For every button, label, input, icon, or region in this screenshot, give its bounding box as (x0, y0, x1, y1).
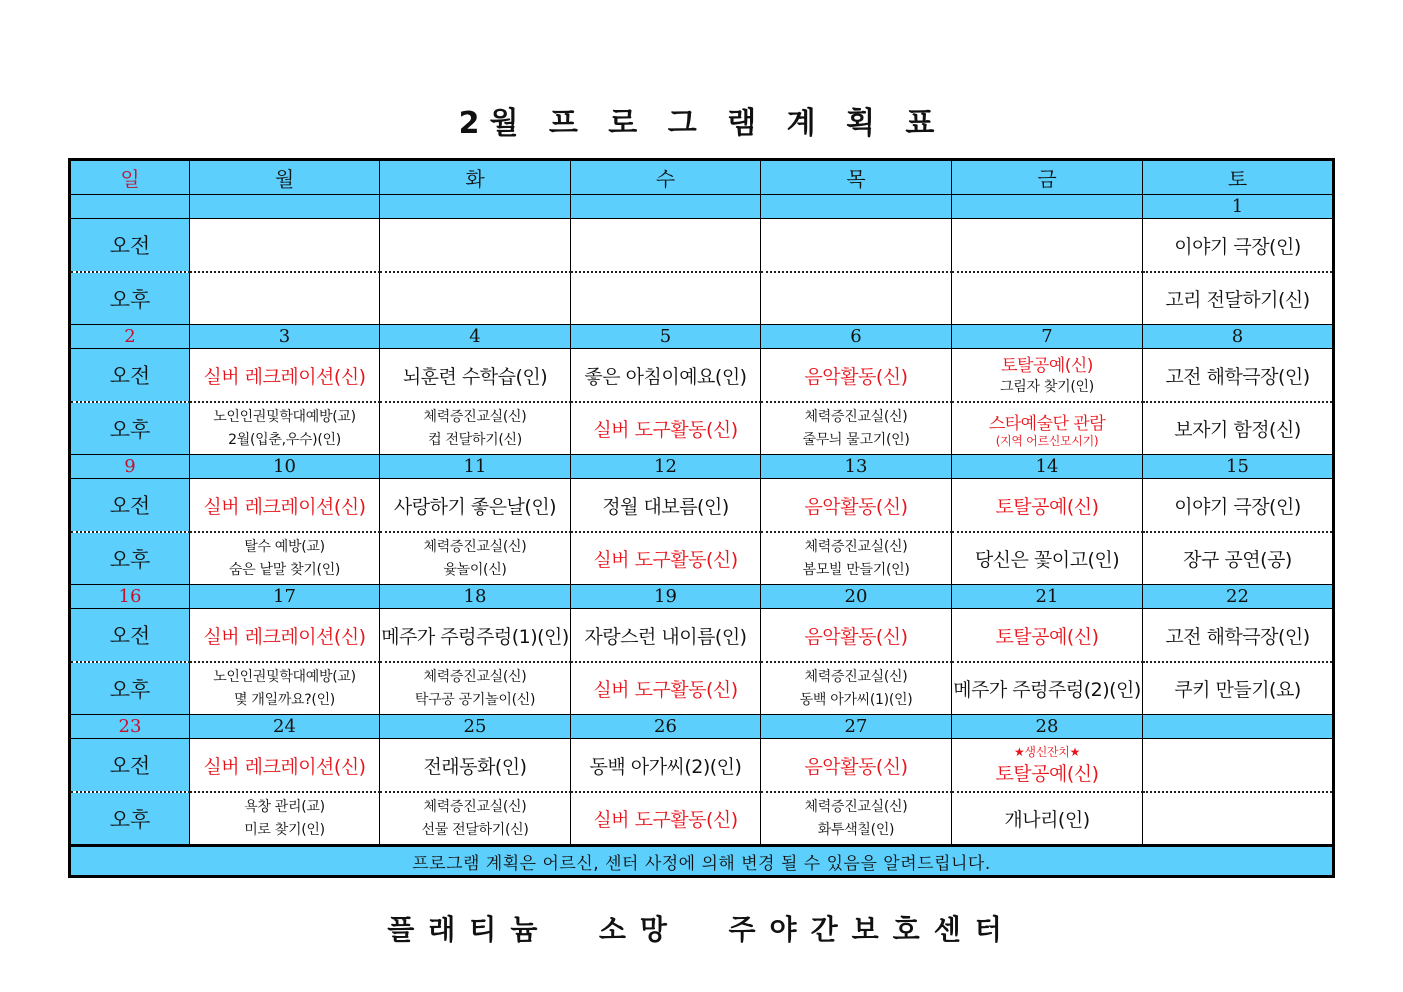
date-cell-tue: 4 (380, 325, 571, 349)
date-cell-mon (190, 195, 380, 219)
afternoon-label: 오후 (70, 402, 190, 455)
afternoon-row (70, 662, 1334, 715)
program-item: 고전 해학극장(인) (1165, 365, 1310, 388)
program-item: 이야기 극장(인) (1174, 495, 1301, 518)
program-cell-wed (571, 349, 761, 403)
organization-name: 플래티늄 소망 주야간보호센터 (387, 913, 1016, 946)
program-item: 정월 대보름(인) (602, 495, 729, 518)
program-item: 윷놀이(신) (443, 561, 507, 578)
program-item: 체력증진교실(신) (804, 798, 908, 815)
program-item: 체력증진교실(신) (804, 408, 908, 425)
program-item: 줄무늬 물고기(인) (802, 431, 910, 448)
program-item: 전래동화(인) (423, 755, 527, 778)
program-cell-fri (952, 532, 1143, 585)
program-cell-thu (761, 609, 952, 663)
program-cell-sat (1143, 349, 1334, 403)
program-item: 고전 해학극장(인) (1165, 625, 1310, 648)
program-cell-fri (952, 219, 1143, 273)
weekday-wed: 수 (571, 160, 761, 195)
program-item: 뇌훈련 수학습(인) (402, 365, 548, 388)
program-cell-fri (952, 272, 1143, 325)
date-cell-fri: 7 (952, 325, 1143, 349)
program-item: 몇 개일까요?(인) (234, 691, 335, 708)
program-cell-wed (571, 609, 761, 663)
date-cell-sat: 8 (1143, 325, 1334, 349)
program-item: 실버 레크레이션(신) (203, 365, 366, 388)
program-item: 실버 도구활동(신) (593, 549, 738, 571)
program-item: 토탈공예(신) (1001, 356, 1093, 376)
program-item: 실버 레크레이션(신) (203, 625, 366, 648)
program-item: 음악활동(신) (804, 755, 908, 778)
date-cell-sat: 22 (1143, 585, 1334, 609)
program-cell-thu (761, 792, 952, 846)
program-item: 체력증진교실(신) (423, 668, 527, 685)
program-item: 컵 전달하기(신) (428, 431, 522, 448)
program-cell-tue (380, 402, 571, 455)
page-title: 2월 프 로 그 램 계 획 표 (458, 106, 945, 141)
weekday-thu: 목 (761, 160, 952, 195)
program-cell-mon (190, 479, 380, 533)
program-item: 체력증진교실(신) (423, 798, 527, 815)
date-cell-fri: 21 (952, 585, 1143, 609)
program-cell-fri (952, 792, 1143, 846)
program-cell-wed (571, 792, 761, 846)
program-item: 스타예술단 관람 (988, 414, 1106, 434)
program-item: 이야기 극장(인) (1174, 235, 1301, 258)
program-cell-fri (952, 479, 1143, 533)
date-cell-mon: 3 (190, 325, 380, 349)
program-item: 실버 레크레이션(신) (203, 495, 366, 518)
afternoon-row (70, 272, 1334, 325)
date-cell-sun: 23 (70, 715, 190, 739)
program-cell-thu (761, 532, 952, 585)
weekday-header-row (70, 160, 1334, 195)
program-item: 노인인권및학대예방(교) (213, 668, 356, 685)
footer-note-row (70, 846, 1334, 877)
afternoon-label: 오후 (70, 272, 190, 325)
program-item: ★생신잔치★ (1013, 744, 1081, 759)
afternoon-label: 오후 (70, 662, 190, 715)
program-item: 개나리(인) (1004, 809, 1090, 831)
footer-note: 프로그램 계획은 어르신, 센터 사정에 의해 변경 될 수 있음을 알려드립니다. (70, 846, 1334, 877)
program-item: 탁구공 공기놀이(신) (414, 691, 536, 708)
program-cell-tue (380, 792, 571, 846)
program-item: 봄모빌 만들기(인) (802, 561, 910, 578)
date-row (70, 585, 1334, 609)
date-cell-mon: 17 (190, 585, 380, 609)
date-cell-thu: 27 (761, 715, 952, 739)
program-item: 화투색칠(인) (817, 821, 895, 838)
program-cell-sat (1143, 219, 1334, 273)
program-item: 체력증진교실(신) (423, 408, 527, 425)
program-item: 보자기 함정(신) (1174, 419, 1301, 441)
program-cell-mon (190, 739, 380, 793)
program-item: 토탈공예(신) (995, 762, 1099, 785)
date-cell-sat: 1 (1143, 195, 1334, 219)
date-cell-wed: 26 (571, 715, 761, 739)
program-cell-thu (761, 272, 952, 325)
program-cell-thu (761, 402, 952, 455)
program-item: 숨은 낱말 찾기(인) (228, 561, 341, 578)
program-cell-mon (190, 532, 380, 585)
program-cell-sat (1143, 402, 1334, 455)
program-item: 동백 아가씨(2)(인) (589, 755, 742, 778)
date-row (70, 715, 1334, 739)
program-cell-mon (190, 792, 380, 846)
program-item: 음악활동(신) (804, 495, 908, 518)
program-cell-tue (380, 219, 571, 273)
date-cell-tue: 18 (380, 585, 571, 609)
program-cell-wed (571, 219, 761, 273)
program-cell-thu (761, 219, 952, 273)
program-cell-sat (1143, 532, 1334, 585)
date-cell-tue: 11 (380, 455, 571, 479)
program-cell-sat (1143, 739, 1334, 793)
program-item: 실버 도구활동(신) (593, 419, 738, 441)
date-cell-thu: 20 (761, 585, 952, 609)
program-cell-tue (380, 609, 571, 663)
afternoon-row (70, 532, 1334, 585)
date-cell-tue (380, 195, 571, 219)
program-cell-sat (1143, 272, 1334, 325)
program-cell-mon (190, 219, 380, 273)
morning-row (70, 479, 1334, 533)
weekday-sat: 토 (1143, 160, 1334, 195)
program-item: 선물 전달하기(신) (421, 821, 529, 838)
program-item: 쿠키 만들기(요) (1174, 679, 1301, 701)
program-cell-mon (190, 609, 380, 663)
program-item: 장구 공연(공) (1183, 549, 1292, 571)
program-item: 체력증진교실(신) (804, 668, 908, 685)
program-cell-wed (571, 402, 761, 455)
afternoon-label: 오후 (70, 532, 190, 585)
program-item: 사랑하기 좋은날(인) (393, 495, 557, 518)
date-row (70, 325, 1334, 349)
program-item: 그림자 찾기(인) (1000, 379, 1094, 395)
program-cell-tue (380, 739, 571, 793)
date-cell-mon: 24 (190, 715, 380, 739)
program-cell-mon (190, 349, 380, 403)
program-cell-tue (380, 532, 571, 585)
program-item: 토탈공예(신) (995, 495, 1099, 518)
date-cell-sun: 2 (70, 325, 190, 349)
program-cell-fri (952, 662, 1143, 715)
program-cell-sat (1143, 609, 1334, 663)
program-item: 욕창 관리(교) (244, 798, 325, 815)
program-cell-wed (571, 479, 761, 533)
program-cell-fri (952, 609, 1143, 663)
morning-row (70, 739, 1334, 793)
date-cell-thu: 6 (761, 325, 952, 349)
program-cell-wed (571, 272, 761, 325)
morning-row (70, 219, 1334, 273)
program-item: 동백 아가씨(1)(인) (799, 691, 913, 708)
program-item: 메주가 주렁주렁(2)(인) (953, 679, 1141, 701)
morning-row (70, 349, 1334, 403)
program-item: 실버 도구활동(신) (593, 809, 738, 831)
afternoon-row (70, 792, 1334, 846)
morning-label: 오전 (70, 349, 190, 403)
date-cell-sat: 15 (1143, 455, 1334, 479)
program-cell-wed (571, 739, 761, 793)
program-cell-sat (1143, 479, 1334, 533)
program-cell-thu (761, 662, 952, 715)
weekday-sun: 일 (70, 160, 190, 195)
date-cell-fri (952, 195, 1143, 219)
program-cell-sat (1143, 792, 1334, 846)
program-item: 2월(입춘,우수)(인) (228, 431, 341, 448)
program-item: 음악활동(신) (804, 365, 908, 388)
morning-label: 오전 (70, 479, 190, 533)
morning-label: 오전 (70, 739, 190, 793)
program-item: 탈수 예방(교) (244, 538, 325, 555)
date-cell-tue: 25 (380, 715, 571, 739)
program-cell-thu (761, 739, 952, 793)
date-cell-wed: 5 (571, 325, 761, 349)
program-item: 체력증진교실(신) (423, 538, 527, 555)
date-cell-fri: 14 (952, 455, 1143, 479)
program-cell-thu (761, 479, 952, 533)
program-cell-fri (952, 739, 1143, 793)
program-cell-fri (952, 349, 1143, 403)
program-cell-wed (571, 662, 761, 715)
program-item: 미로 찾기(인) (244, 821, 325, 838)
afternoon-label: 오후 (70, 792, 190, 846)
weekday-mon: 월 (190, 160, 380, 195)
program-item: 실버 도구활동(신) (593, 679, 738, 701)
afternoon-row (70, 402, 1334, 455)
date-cell-fri: 28 (952, 715, 1143, 739)
weekday-fri: 금 (952, 160, 1143, 195)
program-cell-wed (571, 532, 761, 585)
program-item: 메주가 주렁주렁(1)(인) (381, 625, 569, 648)
program-item: (지역 어르신모시기) (995, 434, 1099, 448)
program-cell-fri (952, 402, 1143, 455)
date-cell-wed: 19 (571, 585, 761, 609)
date-row (70, 195, 1334, 219)
program-item: 음악활동(신) (804, 625, 908, 648)
weekday-tue: 화 (380, 160, 571, 195)
date-cell-mon: 10 (190, 455, 380, 479)
program-cell-tue (380, 662, 571, 715)
morning-label: 오전 (70, 609, 190, 663)
date-cell-thu: 13 (761, 455, 952, 479)
program-cell-sat (1143, 662, 1334, 715)
program-cell-tue (380, 349, 571, 403)
program-calendar-table (68, 158, 1335, 878)
date-cell-wed: 12 (571, 455, 761, 479)
program-cell-mon (190, 402, 380, 455)
date-cell-thu (761, 195, 952, 219)
program-item: 체력증진교실(신) (804, 538, 908, 555)
morning-label: 오전 (70, 219, 190, 273)
program-cell-tue (380, 272, 571, 325)
date-cell-sun: 9 (70, 455, 190, 479)
program-item: 노인인권및학대예방(교) (213, 408, 356, 425)
program-cell-thu (761, 349, 952, 403)
morning-row (70, 609, 1334, 663)
date-cell-sun: 16 (70, 585, 190, 609)
program-item: 자랑스런 내이름(인) (584, 625, 747, 648)
program-cell-mon (190, 662, 380, 715)
date-cell-sun (70, 195, 190, 219)
program-item: 토탈공예(신) (995, 625, 1099, 648)
program-item: 좋은 아침이예요(인) (584, 365, 747, 388)
program-item: 고리 전달하기(신) (1165, 289, 1310, 311)
date-cell-wed (571, 195, 761, 219)
program-cell-tue (380, 479, 571, 533)
date-cell-sat (1143, 715, 1334, 739)
program-cell-mon (190, 272, 380, 325)
date-row (70, 455, 1334, 479)
program-item: 실버 레크레이션(신) (203, 755, 366, 778)
program-item: 당신은 꽃이고(인) (974, 549, 1120, 571)
